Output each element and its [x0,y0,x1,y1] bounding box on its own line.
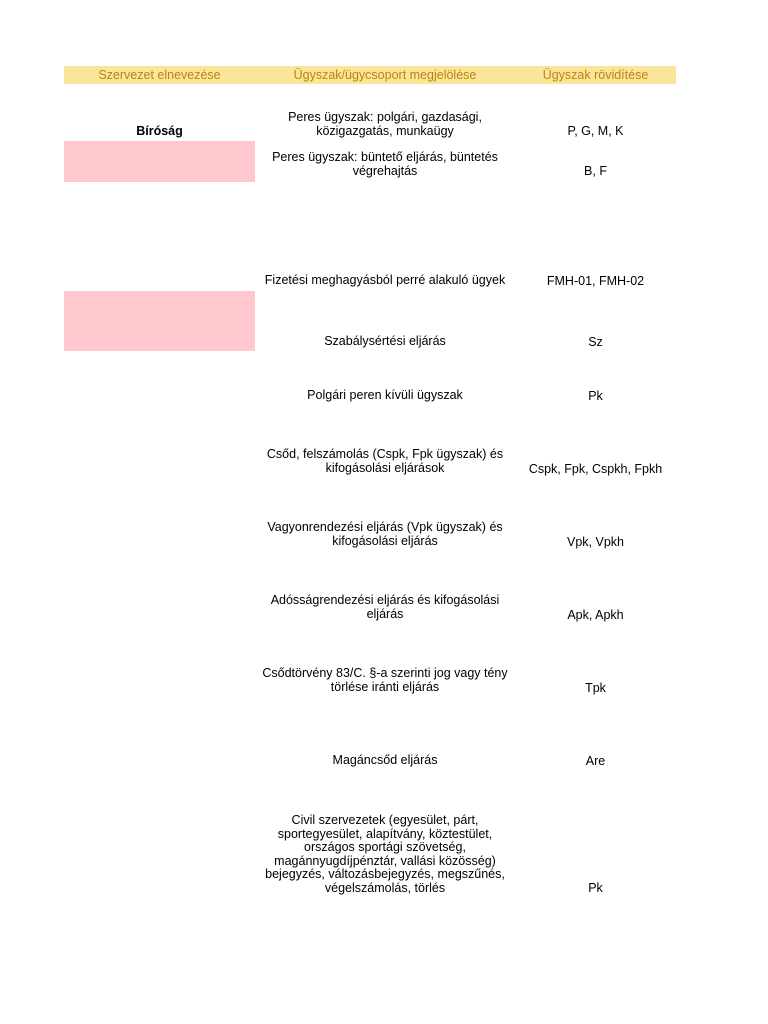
row-abbreviation: Pk [588,881,603,895]
row-abbreviation: Cspk, Fpk, Cspkh, Fpkh [528,462,663,476]
row-abbreviation: Pk [588,389,603,403]
row-description: Szabálysértési eljárás [324,334,446,348]
row-abbreviation: Tpk [585,681,606,695]
row-abbreviation: Sz [588,335,603,349]
row-description: Adósságrendezési eljárás és kifogásolási eljárás [270,593,500,621]
organization-name: Bíróság [136,124,183,138]
highlight-cell [64,291,255,351]
table-header [64,66,676,84]
row-abbreviation: P, G, M, K [567,124,624,138]
row-description: Magáncsőd eljárás [332,753,438,767]
row-abbreviation: B, F [584,164,607,178]
row-description: Fizetési meghagyásból perré alakuló ügyek [264,273,506,287]
row-abbreviation: Apk, Apkh [567,608,624,622]
row-description: Civil szervezetek (egyesület, párt, sportegyesület, alapítvány, köztestület, országos sportági szövetség, magánnyugdíjpénztár, vallási közösség) bejegyzés, változásbejegyzés, megszűnés, végelszámolás, törlés [265,813,505,895]
row-abbreviation: FMH-01, FMH-02 [546,274,645,288]
row-description: Peres ügyszak: polgári, gazdasági, közigazgatás, munkaügy [288,110,482,138]
header-abbreviation: Ügyszak rövidítése [542,68,649,82]
row-description: Vagyonrendezési eljárás (Vpk ügyszak) és kifogásolási eljárás [267,520,503,548]
row-description: Polgári peren kívüli ügyszak [307,388,463,402]
header-case-type: Ügyszak/ügycsoport megjelölése [293,68,477,82]
row-description: Csődtörvény 83/C. §-a szerinti jog vagy tény törlése iránti eljárás [262,666,508,694]
row-abbreviation: Vpk, Vpkh [567,535,624,549]
row-abbreviation: Are [585,754,606,768]
highlight-cell [64,141,255,182]
header-org-name: Szervezet elnevezése [98,68,221,82]
row-description: Csőd, felszámolás (Cspk, Fpk ügyszak) és kifogásolási eljárások [266,447,504,475]
row-description: Peres ügyszak: büntető eljárás, büntetés végrehajtás [272,150,498,178]
